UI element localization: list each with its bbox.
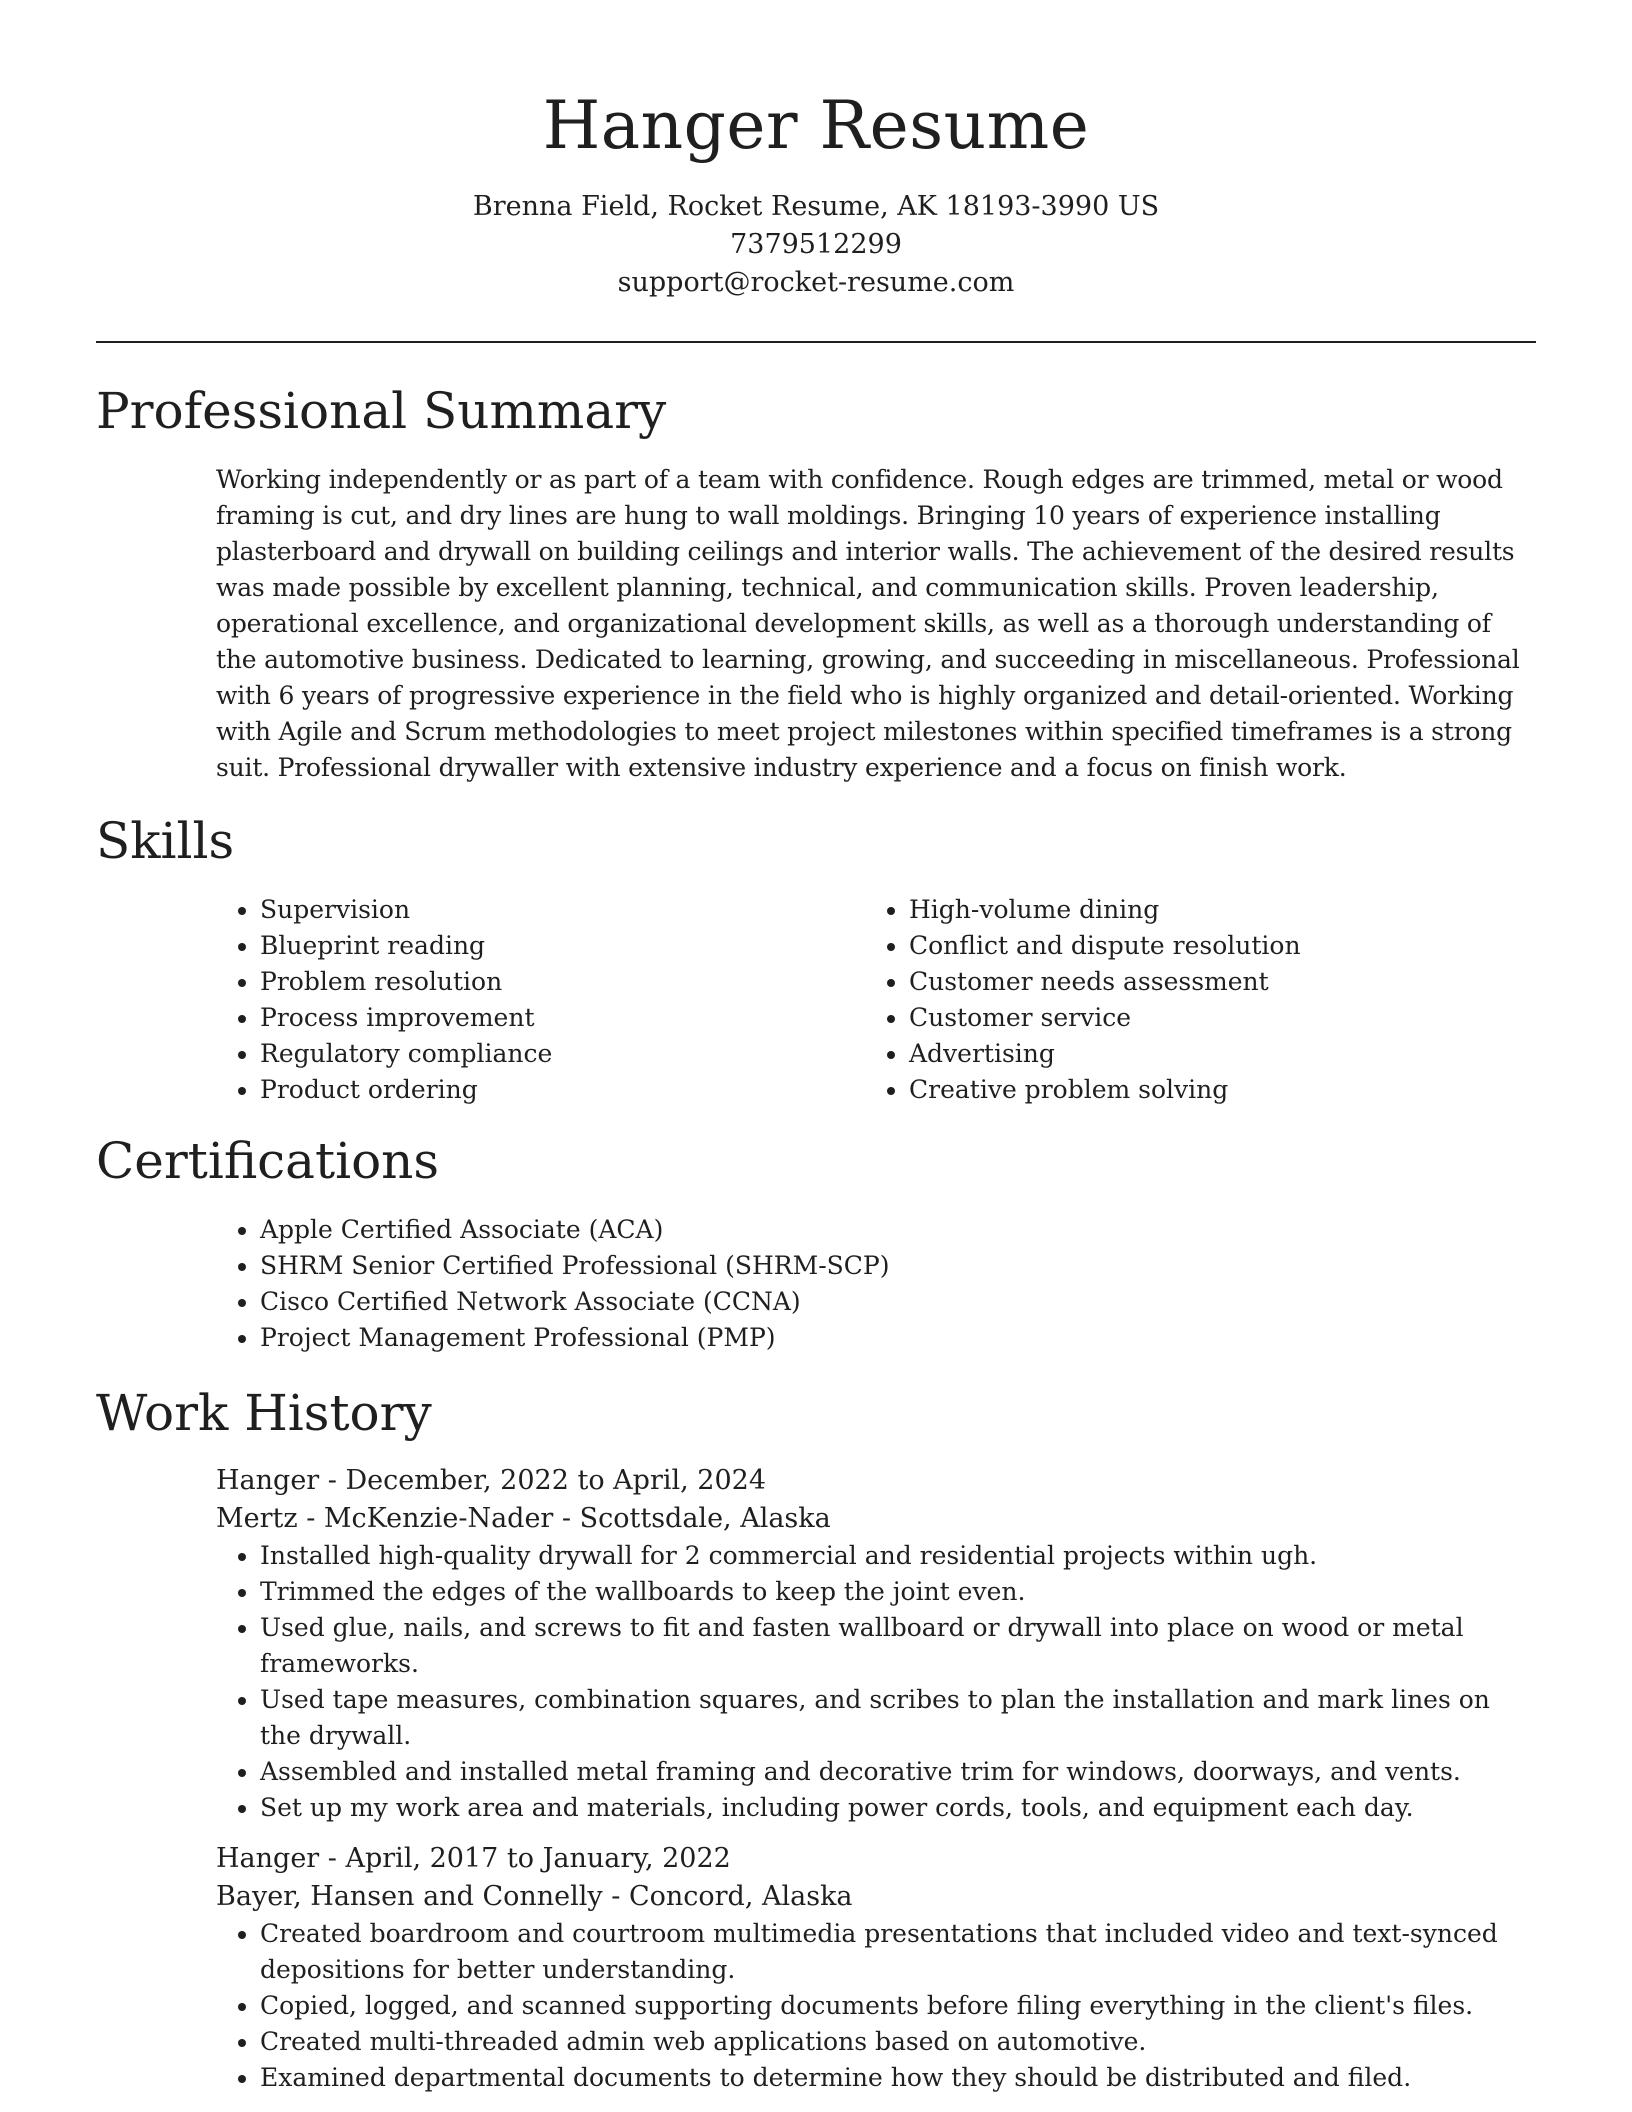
skills-list-left: [216, 892, 860, 1108]
list-item: • Project Management Professional (PMP): [260, 1320, 1560, 1356]
list-item: • Creative problem solving: [909, 1072, 1549, 1108]
list-item: • SHRM Senior Certified Professional (SHRM-SCP): [260, 1248, 1560, 1284]
list-item: • Used glue, nails, and screws to fit and fasten wallboard or drywall into place on wood or metal frameworks.: [260, 1610, 1538, 1682]
list-item: • Assembled and installed metal framing and decorative trim for windows, doorways, and vents.: [260, 1754, 1538, 1790]
job-entry: [216, 1840, 1538, 2096]
list-item: • Apple Certified Associate (ACA): [260, 1212, 1560, 1248]
list-item: • Supervision: [260, 892, 860, 928]
list-item: • Set up my work area and materials, including power cords, tools, and equipment each day.: [260, 1790, 1538, 1826]
list-item: • Installed high-quality drywall for 2 commercial and residential projects within ugh.: [260, 1538, 1538, 1574]
summary-text: Working independently or as part of a team with confidence. Rough edges are trimmed, metal or wood framing is cut, and dry lines are hung to wall moldings. Bringing 10 years of experience installing plasterboard and drywall on building ceilings and interior walls. The achievement of the desired results was made possible by excellent planning, technical, and communication skills. Proven leadership, operational excellence, and organizational development skills, as well as a thorough understanding of the automotive business. Dedicated to learning, growing, and succeeding in miscellaneous. Professional with 6 years of progressive experience in the field who is highly organized and detail-oriented. Working with Agile and Scrum methodologies to meet project milestones within specified timeframes is a strong suit. Professional drywaller with extensive industry experience and a focus on finish work.: [216, 465, 1520, 782]
resume-header: [0, 0, 1632, 302]
list-item: • Copied, logged, and scanned supporting documents before filing everything in the client's files.: [260, 1988, 1538, 2024]
header-divider: [96, 341, 1536, 343]
section-title-skills: Skills: [96, 812, 235, 870]
list-item: • Cisco Certified Network Associate (CCNA): [260, 1284, 1560, 1320]
section-title-work-history: Work History: [96, 1384, 432, 1442]
list-item: • Conflict and dispute resolution: [909, 928, 1549, 964]
list-item: • Product ordering: [260, 1072, 860, 1108]
list-item: • Created multi-threaded admin web applications based on automotive.: [260, 2024, 1538, 2060]
section-title-summary: Professional Summary: [96, 382, 667, 440]
list-item: • Customer service: [909, 1000, 1549, 1036]
job-company-line: Bayer, Hansen and Connelly - Concord, Alaska: [216, 1881, 853, 1912]
list-item: • Process improvement: [260, 1000, 860, 1036]
contact-email: support@rocket-resume.com: [617, 267, 1015, 298]
list-item: • Used tape measures, combination squares, and scribes to plan the installation and mark lines on the drywall.: [260, 1682, 1538, 1754]
contact-phone: 7379512299: [730, 229, 902, 260]
job-company-line: Mertz - McKenzie-Nader - Scottsdale, Alaska: [216, 1503, 831, 1534]
list-item: • High-volume dining: [909, 892, 1549, 928]
job-title-line: Hanger - December, 2022 to April, 2024: [216, 1465, 767, 1496]
resume-title: Hanger Resume: [542, 87, 1090, 164]
list-item: • Trimmed the edges of the wallboards to keep the joint even.: [260, 1574, 1538, 1610]
list-item: • Problem resolution: [260, 964, 860, 1000]
list-item: • Examined departmental documents to determine how they should be distributed and filed.: [260, 2060, 1538, 2096]
job-bullet-list: [216, 1538, 1538, 1826]
list-item: • Regulatory compliance: [260, 1036, 860, 1072]
job-title-line: Hanger - April, 2017 to January, 2022: [216, 1843, 731, 1874]
job-entry: [216, 1462, 1538, 1826]
list-item: • Customer needs assessment: [909, 964, 1549, 1000]
list-item: • Blueprint reading: [260, 928, 860, 964]
certifications-list: [216, 1212, 1560, 1356]
list-item: • Advertising: [909, 1036, 1549, 1072]
job-bullet-list: [216, 1916, 1538, 2096]
contact-address: Brenna Field, Rocket Resume, AK 18193-3990 US: [472, 191, 1160, 222]
skills-list-right: [865, 892, 1549, 1108]
list-item: • Created boardroom and courtroom multimedia presentations that included video and text-synced depositions for better understanding.: [260, 1916, 1538, 1988]
section-title-certifications: Certifications: [96, 1132, 440, 1190]
contact-block: [0, 188, 1632, 302]
